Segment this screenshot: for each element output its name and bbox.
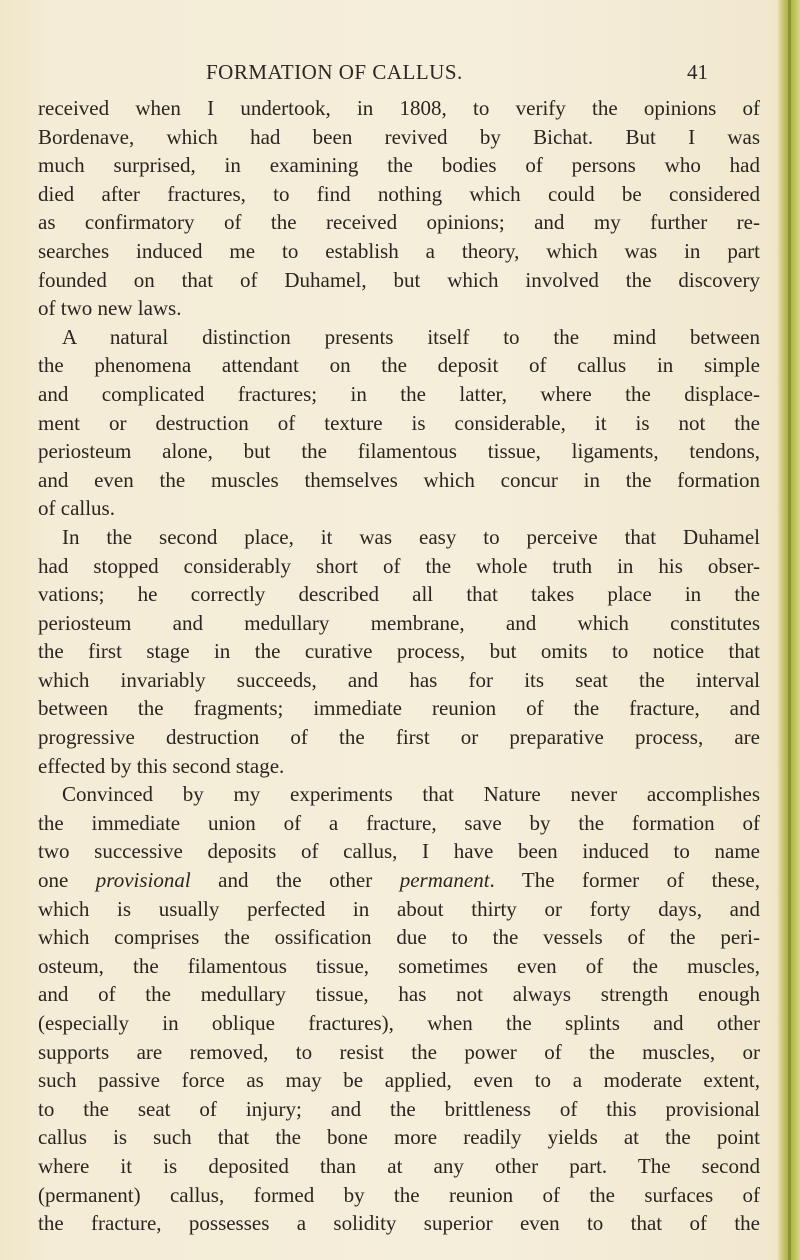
text-line: and complicated fractures; in the latter, where the displace- [38,381,760,406]
text-line: callus is such that the bone more readily yields at the point [38,1125,760,1150]
text-line: to the seat of injury; and the brittleness of this provisional [38,1096,760,1121]
text-line: of two new laws. [38,296,182,321]
text-line: the phenomena attendant on the deposit of callus in simple [38,353,760,378]
text-line: effected by this second stage. [38,753,285,778]
text-line: which is usually perfected in about thirty or forty days, and [38,896,760,921]
text-line: as confirmatory of the received opinions; and my further re- [38,210,760,235]
text-line: Convinced by my experiments that Nature never accomplishes [62,782,760,807]
text-line: (especially in oblique fractures), when the splints and other [38,1011,760,1035]
running-head: FORMATION OF CALLUS. [206,60,463,84]
text-line [38,866,760,895]
text-line: which invariably succeeds, and has for its seat the interval [38,667,760,692]
emphasis-provisional: provisional [95,868,191,893]
text-line: the fracture, possesses a solidity superior even to that of the [38,1211,760,1236]
text-line: periosteum alone, but the filamentous tissue, ligaments, tendons, [38,439,760,464]
text-line: had stopped considerably short of the whole truth in his obser- [38,553,760,578]
text-line: Bordenave, which had been revived by Bichat. But I was [38,124,760,149]
text-line: supports are removed, to resist the power of the muscles, or [38,1039,760,1064]
text-line: A natural distinction presents itself to the mind between [62,324,760,349]
body-text [38,94,760,1238]
text-line: the immediate union of a fracture, save by the formation of [38,810,760,835]
text-line: progressive destruction of the first or preparative process, are [38,725,760,750]
text-line: of callus. [38,496,115,521]
text-line: founded on that of Duhamel, but which involved the discovery [38,267,760,292]
text-line: periosteum and medullary membrane, and which constitutes [38,610,760,635]
page-header [38,60,764,90]
text-line: vations; he correctly described all that takes place in the [38,582,760,607]
text-fragment: one [38,868,96,893]
page-number: 41 [687,60,708,84]
text-line: and even the muscles themselves which concur in the formation [38,467,760,492]
text-line: much surprised, in examining the bodies of persons who had [38,153,760,178]
text-line: and of the medullary tissue, has not always strength enough [38,982,760,1007]
text-line: which comprises the ossification due to the vessels of the peri- [38,925,760,950]
text-line: such passive force as may be applied, even to a moderate extent, [38,1068,760,1093]
text-line: In the second place, it was easy to perceive that Duhamel [62,524,760,549]
text-line: ment or destruction of texture is considerable, it is not the [38,410,760,435]
text-fragment: . The former of these, [489,868,760,893]
text-line: searches induced me to establish a theory, which was in part [38,238,760,263]
text-line: between the fragments; immediate reunion of the fracture, and [38,696,760,721]
text-line: osteum, the filamentous tissue, sometimes even of the muscles, [38,953,760,978]
page-edge-shadow [788,0,791,1260]
emphasis-permanent: permanent [399,868,490,893]
text-fragment: and the other [190,868,400,893]
text-line: died after fractures, to find nothing which could be considered [38,181,760,206]
text-line: where it is deposited than at any other part. The second [38,1153,760,1178]
text-line: received when I undertook, in 1808, to verify the opinions of [38,96,760,120]
text-line: two successive deposits of callus, I have been induced to name [38,839,760,864]
text-line: the first stage in the curative process, but omits to notice that [38,639,760,664]
text-line: (permanent) callus, formed by the reunion of the surfaces of [38,1182,760,1207]
